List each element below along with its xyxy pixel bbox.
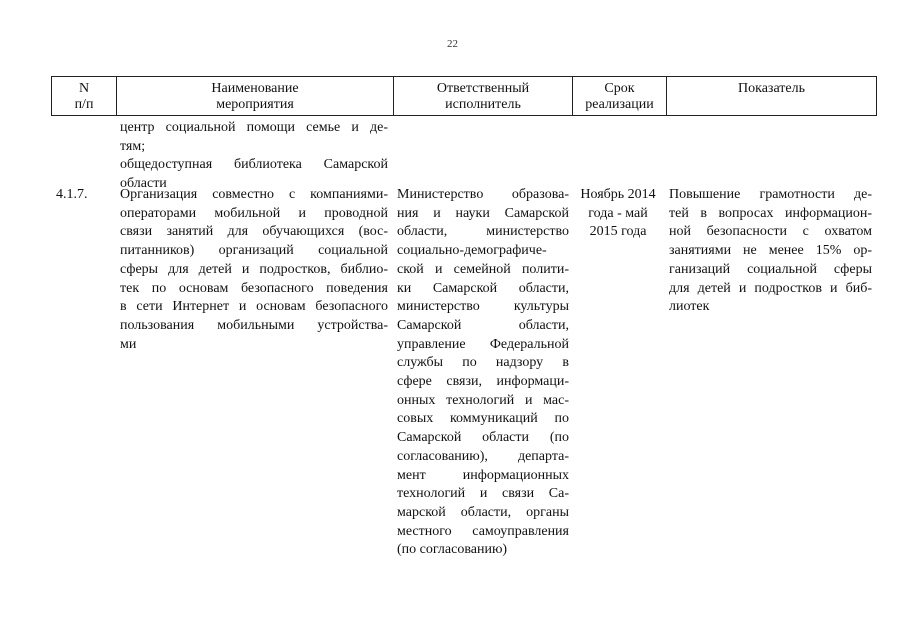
indicator-line: занятиями не менее 15% ор- xyxy=(669,243,872,259)
event-name-line: питанников) организаций социальной xyxy=(120,243,388,259)
indicator-line: ганизаций социальной сферы xyxy=(669,261,872,277)
indicator-line: тей в вопросах информацион- xyxy=(669,205,872,221)
carryover-line: общедоступная библиотека Самарской xyxy=(120,157,388,173)
executor-line: мент информационных xyxy=(397,467,569,483)
executor-line: управление Федеральной xyxy=(397,336,569,352)
executor-line: согласованию), департа- xyxy=(397,448,569,464)
executor-line: службы по надзору в xyxy=(397,355,569,371)
table-header xyxy=(51,76,877,116)
event-name-line: Организация совместно с компаниями- xyxy=(120,187,388,202)
header-term-line-1: Срок xyxy=(604,81,635,96)
event-name-line: ми xyxy=(120,336,137,352)
executor-line: Министерство образова- xyxy=(397,187,569,202)
executor-line: социально-демографиче- xyxy=(397,243,547,259)
header-indicator-line-1: Показатель xyxy=(738,81,805,96)
executor-line: совых коммуникаций по xyxy=(397,411,569,427)
term-line: 2015 года xyxy=(589,224,647,240)
executor-line: (по согласованию) xyxy=(397,542,508,558)
executor xyxy=(397,186,569,560)
event-name-line: тек по основам безопасного поведения xyxy=(120,280,388,296)
header-event-name-line-2: мероприятия xyxy=(216,97,294,112)
event-name xyxy=(120,186,388,354)
executor-line: ской и семейной полити- xyxy=(397,261,569,277)
indicator-line: лиотек xyxy=(669,299,710,315)
indicator-line: для детей и подростков и биб- xyxy=(669,280,872,296)
indicator-line: Повышение грамотности де- xyxy=(669,187,872,202)
header-executor-line-1: Ответственный xyxy=(436,81,530,96)
header-event-name-line-1: Наименование xyxy=(211,81,299,96)
executor-line: марской области, органы xyxy=(397,504,569,520)
header-executor xyxy=(394,77,573,115)
header-indicator xyxy=(667,77,876,115)
header-number-line-1: N xyxy=(78,81,90,96)
page-number: 22 xyxy=(447,38,458,50)
indicator-line: ной безопасности с охватом xyxy=(669,224,872,240)
carryover-line: области xyxy=(120,176,167,192)
row-number-text: 4.1.7. xyxy=(56,187,88,202)
executor-line: Самарской области, xyxy=(397,317,569,333)
row-number xyxy=(56,186,116,205)
carryover-line: тям; xyxy=(120,138,146,154)
header-number xyxy=(52,77,117,115)
executor-line: области, министерство xyxy=(397,224,569,240)
event-name-line: сферы для детей и подростков, библио- xyxy=(120,261,388,277)
executor-line: сфере связи, информаци- xyxy=(397,374,569,390)
carryover-text xyxy=(120,119,388,194)
executor-line: ки Самарской области, xyxy=(397,280,569,296)
header-term xyxy=(573,77,667,115)
executor-line: Самарской области (по xyxy=(397,430,569,446)
event-name-line: в сети Интернет и основам безопасного xyxy=(120,299,388,315)
term-line: Ноябрь 2014 xyxy=(580,187,656,202)
carryover-line: центр социальной помощи семье и де- xyxy=(120,120,388,135)
header-number-line-2: п/п xyxy=(74,97,94,112)
executor-line: местного самоуправления xyxy=(397,523,569,539)
header-event-name xyxy=(117,77,394,115)
indicator xyxy=(669,186,872,317)
event-name-line: пользования мобильными устройства- xyxy=(120,317,388,333)
term-line: года - май xyxy=(588,205,648,221)
executor-line: ния и науки Самарской xyxy=(397,205,569,221)
executor-line: технологий и связи Са- xyxy=(397,486,569,502)
executor-line: министерство культуры xyxy=(397,299,569,315)
header-executor-line-2: исполнитель xyxy=(445,97,521,112)
header-term-line-2: реализации xyxy=(585,97,654,112)
term xyxy=(574,186,662,242)
executor-line: онных технологий и мас- xyxy=(397,392,569,408)
event-name-line: связи занятий для обучающихся (вос- xyxy=(120,224,388,240)
event-name-line: операторами мобильной и проводной xyxy=(120,205,388,221)
